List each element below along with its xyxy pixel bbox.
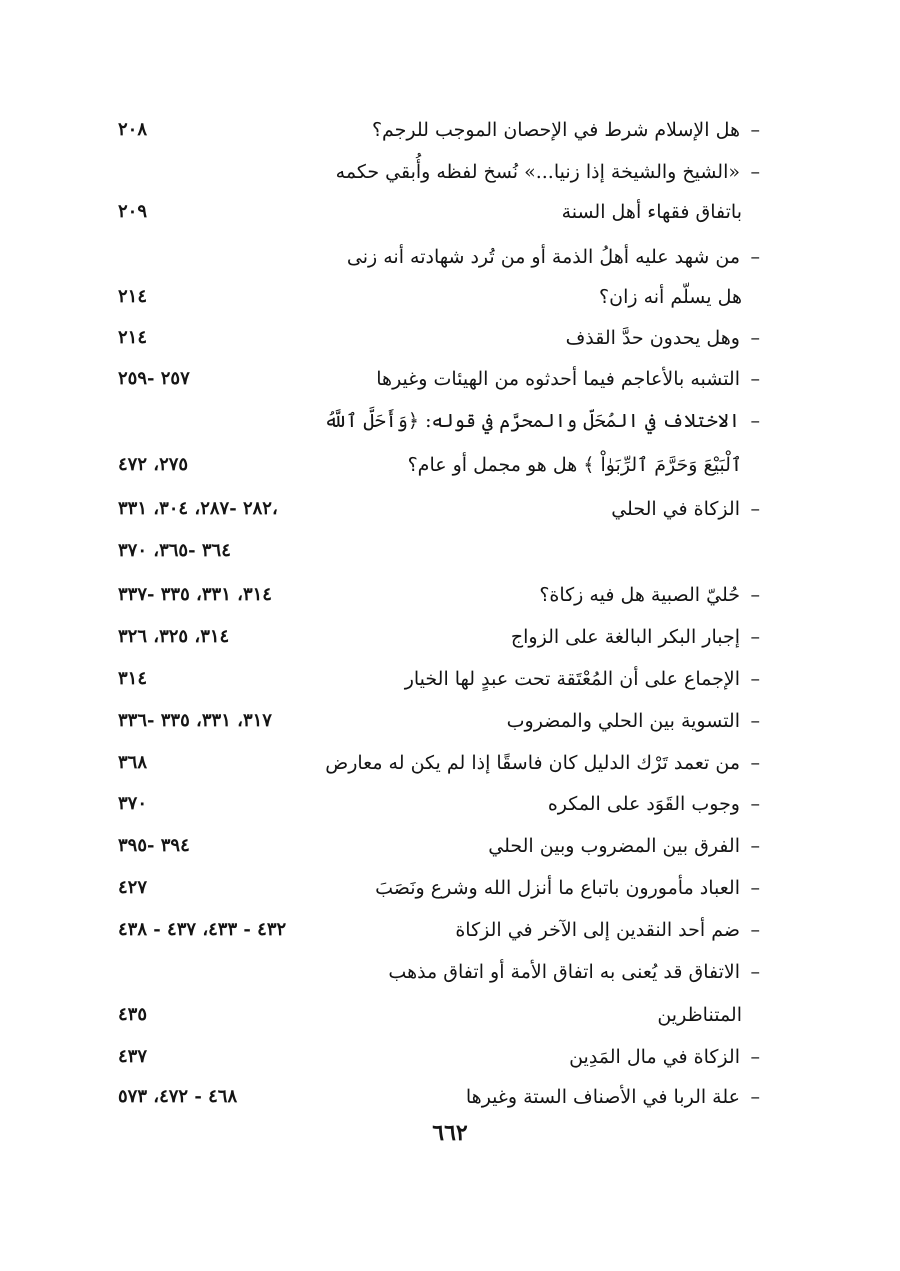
entry-dash: – — [750, 1046, 760, 1068]
index-entry — [0, 359, 900, 399]
index-entry — [0, 952, 900, 992]
entry-dash: – — [750, 961, 760, 983]
index-entry — [0, 659, 900, 699]
entry-page-numbers: ٣٩٤ -٣٩٥ — [118, 835, 190, 856]
index-entry — [0, 277, 900, 317]
index-entry — [0, 1077, 900, 1117]
index-entry — [0, 318, 900, 358]
entry-dash: – — [750, 1086, 760, 1108]
entry-page-numbers: ٢٥٧ -٢٥٩ — [118, 368, 190, 389]
index-entry — [0, 868, 900, 908]
entry-dash: – — [750, 668, 760, 690]
index-entry — [0, 531, 900, 571]
index-entry — [0, 192, 900, 232]
entry-topic: ضم أحد النقدين إلى الآخر في الزكاة — [455, 919, 740, 941]
entry-topic: العباد مأمورون باتباع ما أنزل الله وشرع ونَصَبَ — [375, 877, 740, 899]
entry-dash: – — [750, 368, 760, 390]
entry-topic: الإجماع على أن المُعْتَقة تحت عبدٍ لها الخيار — [404, 668, 740, 690]
entry-topic: الاختلاف في المُحَلّ والمحرَّم في قوله: ﴿وَأَحَلَّ ٱللَّهُ — [323, 410, 740, 432]
index-entry — [0, 910, 900, 950]
index-entry — [0, 237, 900, 277]
entry-dash: – — [750, 498, 760, 520]
entry-topic: «الشيخ والشيخة إذا زنيا...» نُسخ لفظه وأُبقي حكمه — [335, 161, 740, 183]
entry-topic: من تعمد تَرْك الدليل كان فاسقًا إذا لم يكن له معارض — [325, 752, 740, 774]
index-entry — [0, 575, 900, 615]
entry-dash: – — [750, 877, 760, 899]
entry-page-numbers: ٤٣٢ - ٤٣٣، ٤٣٧ - ٤٣٨ — [118, 919, 287, 940]
entry-topic: هل يسلّم أنه زان؟ — [599, 286, 742, 308]
entry-dash: – — [750, 626, 760, 648]
entry-dash: – — [750, 835, 760, 857]
entry-dash: – — [750, 710, 760, 732]
entry-dash: – — [750, 752, 760, 774]
entry-topic: المتناظرين — [657, 1004, 742, 1026]
entry-dash: – — [750, 246, 760, 268]
entry-page-numbers: ٢٧٥، ٤٧٢ — [118, 454, 189, 475]
index-entry — [0, 743, 900, 783]
entry-page-numbers: ٣١٧، ٣٣١، ٣٣٥ -٣٣٦ — [118, 710, 272, 731]
entry-topic: ٱلْبَيْعَ وَحَرَّمَ ٱلرِّبَوٰاْ ﴾ هل هو مجمل أو عام؟ — [407, 454, 742, 476]
page-number: ٦٦٢ — [432, 1120, 468, 1146]
entry-page-numbers: ٣١٤، ٣٣١، ٣٣٥ -٣٣٧ — [118, 584, 272, 605]
index-entry — [0, 152, 900, 192]
entry-page-numbers: ٢٠٩ — [118, 201, 148, 222]
entry-topic: الاتفاق قد يُعنى به اتفاق الأمة أو اتفاق مذهب — [388, 961, 740, 983]
entry-topic: هل الإسلام شرط في الإحصان الموجب للرجم؟ — [371, 119, 740, 141]
entry-topic: حُليّ الصبية هل فيه زكاة؟ — [539, 584, 740, 606]
entry-topic: إجبار البكر البالغة على الزواج — [510, 626, 740, 648]
entry-page-numbers: ٣٧٠ — [118, 793, 148, 814]
entry-page-numbers: ٤٢٧ — [118, 877, 148, 898]
index-entry — [0, 995, 900, 1035]
entry-page-numbers: ٢١٤ — [118, 327, 148, 348]
entry-page-numbers: ٣٦٨ — [118, 752, 148, 773]
entry-page-numbers: ٣١٤ — [118, 668, 148, 689]
index-entry — [0, 1037, 900, 1077]
entry-dash: – — [750, 327, 760, 349]
entry-topic: وجوب القَوَد على المكره — [547, 793, 740, 815]
entry-page-numbers: ٤٣٧ — [118, 1046, 148, 1067]
index-entry — [0, 401, 900, 441]
index-entry — [0, 110, 900, 150]
entry-topic: التشبه بالأعاجم فيما أحدثوه من الهيئات وغيرها — [376, 368, 740, 390]
entry-topic: من شهد عليه أهلُ الذمة أو من تُرد شهادته أنه زنى — [346, 246, 740, 268]
index-entry — [0, 617, 900, 657]
entry-page-numbers: ٣١٤، ٣٢٥، ٣٢٦ — [118, 626, 230, 647]
index-entry — [0, 784, 900, 824]
index-entry — [0, 701, 900, 741]
entry-dash: – — [750, 161, 760, 183]
entry-topic: التسوية بين الحلي والمضروب — [506, 710, 740, 732]
entry-page-numbers: ٤٦٨ - ٤٧٢، ٥٧٣ — [118, 1086, 238, 1107]
entry-topic: باتفاق فقهاء أهل السنة — [561, 201, 742, 223]
entry-page-numbers: ٢٠٨ — [118, 119, 148, 140]
entry-dash: – — [750, 584, 760, 606]
entry-topic: علة الربا في الأصناف الستة وغيرها — [465, 1086, 740, 1108]
entry-page-numbers: ٣٦٤ -٣٦٥، ٣٧٠ — [118, 540, 231, 561]
entry-page-numbers: ٢٨٢ -٢٨٧، ٣٠٤، ٣٣١، — [118, 498, 278, 519]
entry-topic: الزكاة في الحلي — [611, 498, 740, 520]
entry-dash: – — [750, 793, 760, 815]
entry-topic: وهل يحدون حدَّ القذف — [565, 327, 740, 349]
entry-dash: – — [750, 410, 760, 432]
entry-dash: – — [750, 119, 760, 141]
entry-page-numbers: ٤٣٥ — [118, 1004, 148, 1025]
index-entry — [0, 489, 900, 529]
entry-topic: الفرق بين المضروب وبين الحلي — [488, 835, 740, 857]
entry-dash: – — [750, 919, 760, 941]
index-entry — [0, 445, 900, 485]
index-entry — [0, 826, 900, 866]
entry-page-numbers: ٢١٤ — [118, 286, 148, 307]
entry-topic: الزكاة في مال المَدِين — [569, 1046, 740, 1068]
